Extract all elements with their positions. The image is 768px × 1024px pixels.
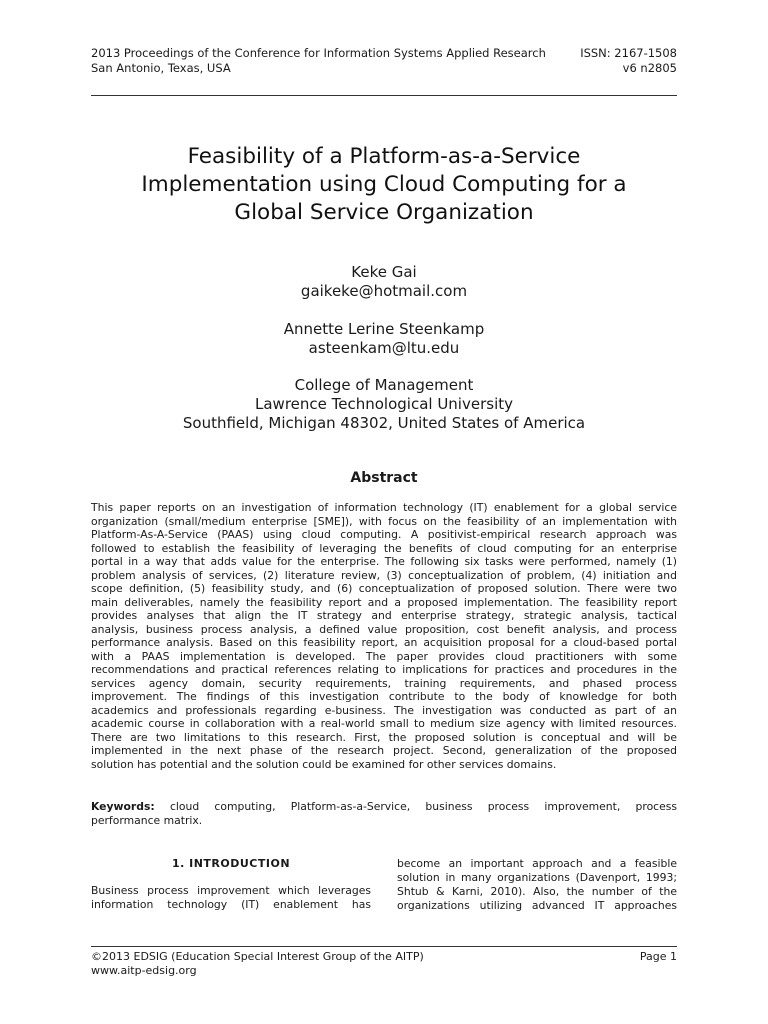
- text-line: become an important approach and a feasible: [397, 857, 677, 870]
- footer-copyright: ©2013 EDSIG (Education Special Interest Group of the AITP): [91, 950, 424, 963]
- text-line: Business process improvement which leverages: [91, 884, 371, 897]
- text-line: scope definition, (5) feasibility study, and (6) conceptualization of proposed solution. There were two: [91, 582, 677, 595]
- author-block: [91, 320, 677, 358]
- text-line: problem analysis of services, (2) literature review, (3) conceptualization of problem, (4) initiation and: [91, 568, 677, 582]
- text-line: organization (small/medium enterprise [SME]), with focus on the feasibility of an implementation with: [91, 514, 677, 528]
- text-line: main deliverables, namely the feasibility report and a proposed implementation. The feasibility report: [91, 595, 677, 609]
- header-rule: [91, 95, 677, 96]
- header-issn: ISSN: 2167-1508: [580, 46, 677, 60]
- column-left: [91, 884, 371, 912]
- header-location: San Antonio, Texas, USA: [91, 61, 231, 75]
- title-line: Feasibility of a Platform-as-a-Service: [187, 144, 581, 169]
- page-footer: [91, 950, 677, 978]
- text-line: solution in many organizations (Davenport, 1993;: [397, 871, 677, 884]
- author-name: Keke Gai: [351, 263, 417, 281]
- text-line: followed to establish the feasibility of leveraging the benefits of cloud computing for an enterprise: [91, 541, 677, 555]
- running-header: [91, 46, 677, 76]
- text-line: academics and professionals regarding e-business. The investigation was conducted as part of an: [91, 703, 677, 717]
- text-line: recommendations and practical references relating to implications for practices and procedures in the: [91, 663, 677, 676]
- author-email: gaikeke@hotmail.com: [300, 282, 468, 300]
- text-line: This paper reports on an investigation of information technology (IT) enablement for a global service: [91, 501, 677, 514]
- text-line: analysis, business process analysis, a defined value proposition, cost benefit analysis, and process: [91, 622, 677, 636]
- column-right: [397, 857, 677, 913]
- section-heading: 1. INTRODUCTION: [171, 857, 291, 870]
- text-line: information technology (IT) enablement has: [91, 898, 371, 911]
- title-line: Global Service Organization: [234, 200, 534, 225]
- text-line: performance analysis. Based on this feasibility report, an acquisition proposal for a cloud-based portal: [91, 636, 677, 649]
- paper-title: [91, 143, 677, 227]
- text-line: There are two limitations to this research. First, the proposed solution is conceptual and will be: [91, 730, 677, 744]
- affiliation-block: [91, 376, 677, 433]
- text-line: with a PAAS implementation is developed. The paper provides cloud practitioners with some: [91, 649, 677, 663]
- footer-url: www.aitp-edsig.org: [91, 964, 197, 977]
- text-line: Shtub & Karni, 2010). Also, the number of the: [397, 885, 677, 898]
- header-conference: 2013 Proceedings of the Conference for Information Systems Applied Research: [91, 46, 546, 60]
- abstract-heading: Abstract: [350, 470, 418, 486]
- keywords-text: cloud computing, Platform-as-a-Service, business process improvement, process: [169, 800, 678, 813]
- text-line: solution has potential and the solution could be examined for other services domains.: [91, 757, 557, 771]
- keywords-text: performance matrix.: [91, 814, 203, 827]
- text-line: provides analyses that align the IT strategy and enterprise strategy, strategic analysis, tactical: [91, 609, 677, 622]
- affiliation-address: Southfield, Michigan 48302, United States of America: [182, 414, 586, 432]
- text-line: organizations utilizing advanced IT approaches: [397, 899, 677, 912]
- affiliation-university: Lawrence Technological University: [255, 395, 513, 413]
- footer-rule: [91, 946, 677, 947]
- page-number: Page 1: [639, 950, 677, 963]
- title-line: Implementation using Cloud Computing for a: [141, 172, 627, 197]
- text-line: portal in a way that adds value for the enterprise. The following six tasks were performed, namely (1): [91, 555, 677, 568]
- text-line: implemented in the next phase of the research project. Second, generalization of the proposed: [91, 744, 677, 757]
- text-line: Platform-As-A-Service (PAAS) using cloud computing. A positivist-empirical research approach was: [91, 528, 677, 541]
- author-email: asteenkam@ltu.edu: [308, 339, 460, 357]
- keywords-label: Keywords:: [91, 800, 155, 813]
- text-line: services agency domain, security requirements, training requirements, and phased process: [91, 676, 677, 690]
- author-name: Annette Lerine Steenkamp: [283, 320, 485, 338]
- author-block: [91, 263, 677, 301]
- header-volume: v6 n2805: [622, 61, 677, 75]
- affiliation-college: College of Management: [294, 376, 474, 394]
- keywords: [91, 800, 677, 828]
- abstract-body: [91, 501, 677, 771]
- text-line: improvement. The findings of this investigation contribute to the body of knowledge for both: [91, 690, 677, 703]
- text-line: academic course in collaboration with a real-world small to medium size agency with limited resources.: [91, 717, 677, 730]
